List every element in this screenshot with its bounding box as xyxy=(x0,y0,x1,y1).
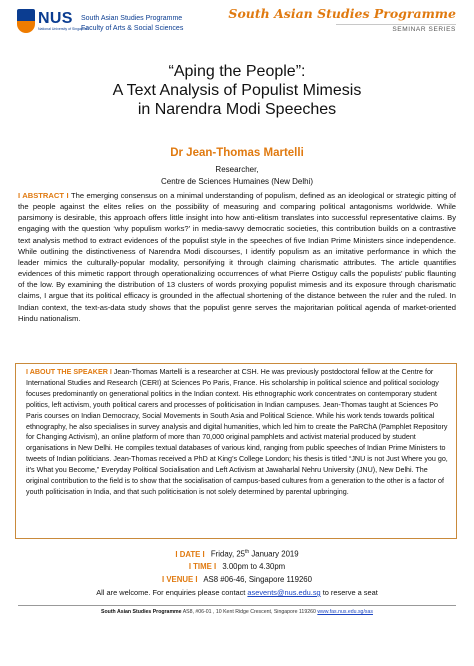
about-label-open: I xyxy=(26,368,30,376)
about-label: ABOUT THE SPEAKER xyxy=(29,368,108,376)
abstract-label-open: I xyxy=(18,191,23,200)
logo-subtext: National University of Singapore xyxy=(38,26,88,31)
about-speaker-box xyxy=(15,363,457,539)
event-date: I DATE I Friday, 25th January 2019 xyxy=(175,549,299,559)
title-line-2: A Text Analysis of Populist Mimesis xyxy=(112,82,362,99)
nus-crest-icon xyxy=(17,9,35,33)
about-speaker-section xyxy=(26,367,450,498)
header xyxy=(0,0,474,42)
series-title: South Asian Studies Programme xyxy=(228,6,456,21)
venue-value: AS8 #06-46, Singapore 119260 xyxy=(203,575,312,584)
footer-url-link[interactable]: www.fas.nus.edu.sg/sas xyxy=(317,609,373,615)
series-subtitle: SEMINAR SERIES xyxy=(336,24,456,33)
footer-divider xyxy=(18,605,456,606)
about-text: Jean-Thomas Martelli is a researcher at CSH. He was previously postdoctoral fellow at the Centre for International Studies and Research (CERI) at Sciences Po Paris, France. His scholarship in political science and political sociology focuses predominantly on generational politics in the Indian context. His ethnographic work concentrates on contemporary student politics, left activism, youth political carers and processes of politicisation in Indian campuses. Jean-Thomas taught at Sciences Po Paris courses on Indian Democracy, Social Movements in South Asia and Political Science. While his work tends towards political ethnography, he also specialises in survey analysis and digital humanities, which led him to create the PaRChA (Pamphlet Repository for Changing Activism), an online platform of more than 70,000 original pamphlets and activist material produced by student organisations in New Delhi. He compiles textual databases of various kind, ranging from public speeches of Indian Prime Ministers to tweets of Indian politicians. Jean-Thomas received a PhD at King’s College London; his thesis is titled “JNU is not Just Where you go, it’s What you Become,” Everyday Political Socialisation and Left Activism at Jawaharlal Nehru University (JNU), New Delhi. The original contribution to the field is to show that the socialisation of campus-based cultures from a generation to the other is a factor of youth politicisation in India, and that such politicisation is not solely determined by parental upbringing. xyxy=(26,368,448,496)
event-contact xyxy=(0,588,474,597)
venue-label: VENUE xyxy=(166,575,194,584)
contact-email-link[interactable]: asevents@nus.edu.sg xyxy=(247,588,321,597)
date-sup: th xyxy=(245,549,250,555)
abstract-section xyxy=(18,190,456,324)
date-rest: January 2019 xyxy=(249,549,299,559)
logo-text: NUS xyxy=(38,9,73,27)
abstract-text: The emerging consensus on a minimal understanding of populism, defined as an ideological or strategic pitting of the people against the elites relies on the possibility of measuring and comparing political antagonisms worldwide. While parsimony is desirable, this approach offers little insight into how anti-elitism translates into successful representative claims. By engaging with the question ‘why populism works?’ in media-savvy democratic societies, this contribution builds on a contrastive text analysis method to extract evidences of the populist style in the speeches of five Indian Prime Ministers since independence. While outlining the distinctiveness of Narendra Modi discourses, I identify populism as an imitative performance in which the leader mimics the culturally-popular modality, personifying it through claiming charismatic attributes. The article quantifies evidences of this mimetic rapport through operationalizing occurrences of what Pierre Ostiguy calls the populists’ public flaunting of the low. By examining the distribution of 13 clusters of words proxying populist mimesis and its exposure through charismatic claims, I argue that its political efficacy is grounded in the affectual shortening of the distance between the ruler and the ruled. In Indian context, the text-as-data study shows that the populist genre serves the majoritarian political agenda of market-oriented Hindu nationalism. xyxy=(18,191,456,323)
footer-org: South Asian Studies Programme xyxy=(101,609,182,615)
title-line-3: in Narendra Modi Speeches xyxy=(137,101,337,118)
nus-logo xyxy=(17,9,88,33)
event-time: I TIME I 3.00pm to 4.30pm xyxy=(188,562,286,571)
about-label-close: I xyxy=(107,368,114,376)
abstract-label-close: I xyxy=(64,191,71,200)
abstract-label: ABSTRACT xyxy=(22,191,65,200)
date-label: DATE xyxy=(179,549,201,559)
contact-suffix: to reserve a seat xyxy=(320,588,378,597)
speaker-affiliation: Centre de Sciences Humaines (New Delhi) xyxy=(160,177,314,186)
speaker-role: Researcher, xyxy=(215,165,259,174)
speaker-name: Dr Jean-Thomas Martelli xyxy=(170,147,304,159)
speaker-info xyxy=(0,164,474,188)
event-venue: I VENUE I AS8 #06-46, Singapore 119260 xyxy=(162,575,312,584)
programme-block xyxy=(81,14,183,34)
contact-prefix: All are welcome. For enquiries please contact xyxy=(96,588,248,597)
date-value: Friday, 25 xyxy=(210,549,245,559)
time-label: TIME xyxy=(193,562,212,571)
time-value: 3.00pm to 4.30pm xyxy=(222,562,286,571)
footer xyxy=(0,609,474,615)
title-line-1: “Aping the People”: xyxy=(168,63,306,80)
faculty-name: Faculty of Arts & Social Sciences xyxy=(81,25,184,32)
programme-name: South Asian Studies Programme xyxy=(81,15,183,22)
footer-address: AS8, #06-01 , 10 Kent Ridge Crescent, Singapore 119260 xyxy=(182,609,316,615)
seminar-title xyxy=(0,62,474,119)
